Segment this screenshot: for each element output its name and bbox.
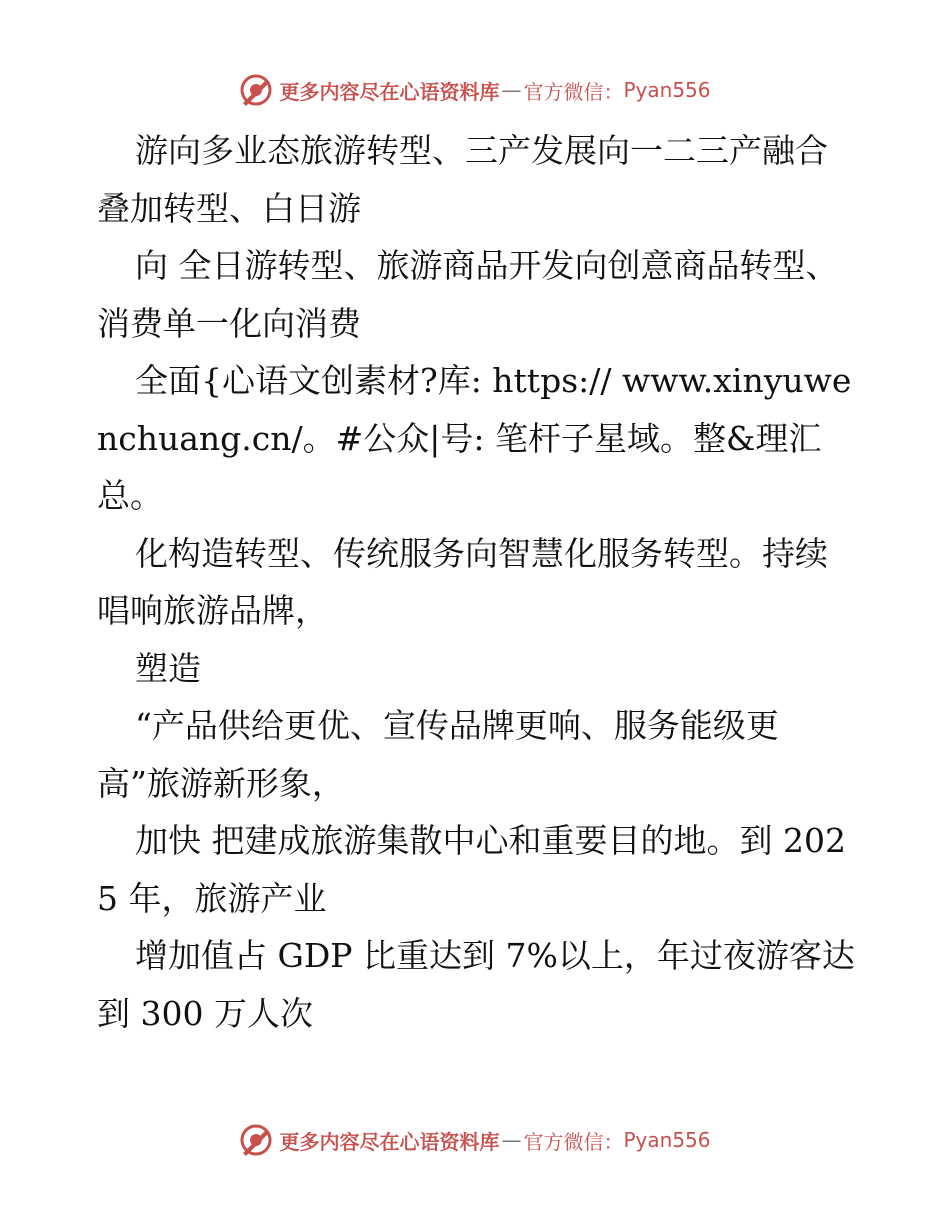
banner-contact-id: Pyan556 [623,1128,711,1152]
paragraph-1: 游向多业态旅游转型、三产发展向一二三产融合叠加转型、白日游 [97,131,828,228]
paragraph-7: 加快 把建成旅游集散中心和重要目的地。到 2025 年，旅游产业 [97,821,846,918]
banner-separator: — [501,78,522,102]
banner-title: 更多内容尽在心语资料库 [279,79,500,104]
pen-logo-icon [239,1123,273,1157]
banner-contact-label: 官方微信： [523,1129,624,1154]
header-watermark-banner [0,70,950,110]
footer-watermark-banner [0,1120,950,1160]
paragraph-5: 塑造 [135,648,201,688]
paragraph-3: 全面{心语文创素材?库: https:// www.xinyuwenchuang.cn/。#公众|号: 笔杆子星域。整&理汇总。 [97,361,852,515]
paragraph-2: 向 全日游转型、旅游商品开发向创意商品转型、消费单一化向消费 [97,246,839,343]
banner-contact-id: Pyan556 [623,78,711,102]
banner-contact-label: 官方微信： [523,79,624,104]
pen-logo-icon [239,73,273,107]
banner-separator: — [501,1128,522,1152]
document-body [97,122,857,1042]
banner-title: 更多内容尽在心语资料库 [279,1129,500,1154]
paragraph-4: 化构造转型、传统服务向智慧化服务转型。持续唱响旅游品牌， [97,533,828,630]
paragraph-8: 增加值占 GDP 比重达到 7%以上，年过夜游客达到 300 万人次 [97,936,855,1033]
paragraph-6: “产品供给更优、宣传品牌更响、服务能级更高”旅游新形象， [97,706,779,803]
